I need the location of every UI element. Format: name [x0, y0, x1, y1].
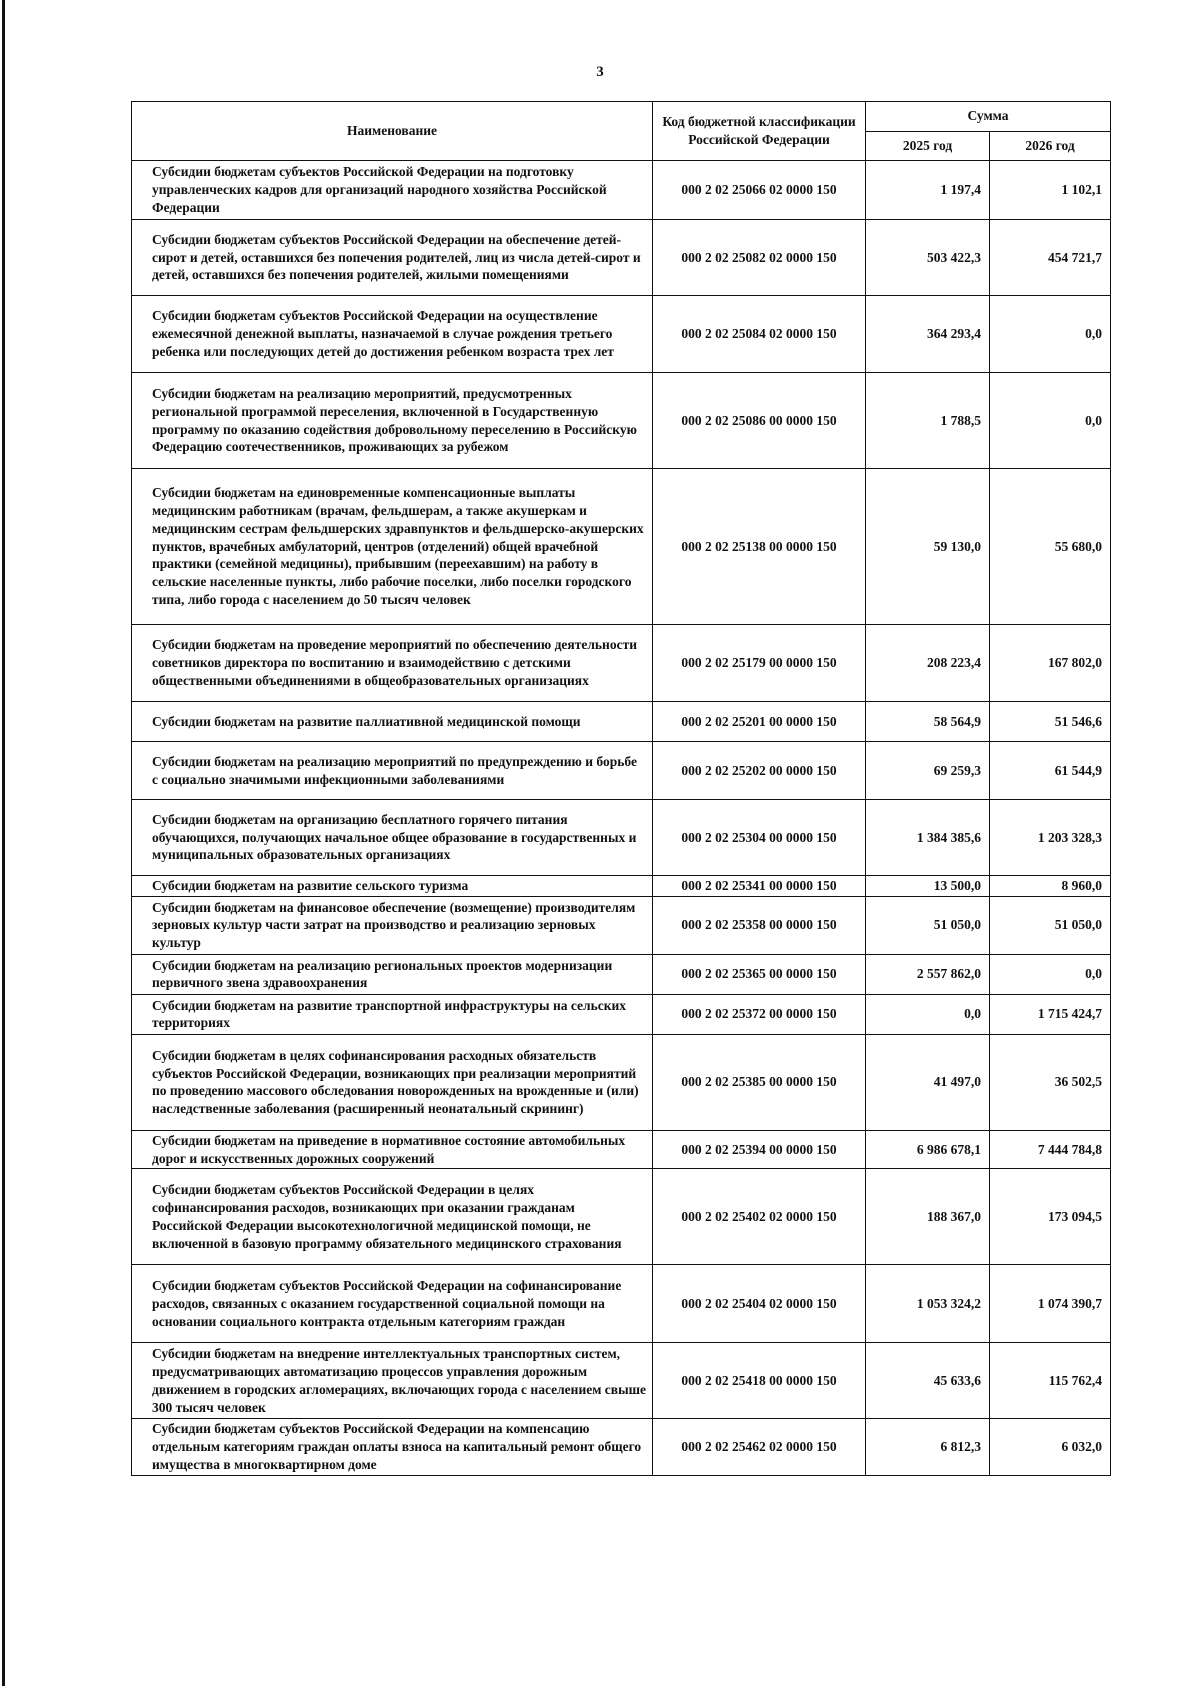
table-row: [132, 1034, 1111, 1130]
row-code: 000 2 02 25341 00 0000 150: [653, 876, 866, 897]
table-row: [132, 220, 1111, 296]
table-row: [132, 625, 1111, 702]
row-name: Субсидии бюджетам на финансовое обеспечение (возмещение) производителям зерновых культур части затрат на производство и реализацию зерновых культур: [132, 896, 653, 954]
row-name: Субсидии бюджетам субъектов Российской Федерации в целях софинансирования расходов, возникающих при оказании гражданам Российской Федерации высокотехнологичной медицинской помощи, не включенной в базовую программу обязательного медицинского страхования: [132, 1169, 653, 1265]
table-row: [132, 161, 1111, 220]
row-code: 000 2 02 25066 02 0000 150: [653, 161, 866, 220]
row-amount-2025: 1 384 385,6: [866, 800, 990, 876]
row-amount-2026: 6 032,0: [990, 1419, 1111, 1475]
row-amount-2026: 8 960,0: [990, 876, 1111, 897]
row-code: 000 2 02 25086 00 0000 150: [653, 373, 866, 469]
row-amount-2026: 0,0: [990, 373, 1111, 469]
row-name: Субсидии бюджетам в целях софинансирования расходных обязательств субъектов Российской Федерации, возникающих при реализации мероприятий по проведению массового обследования новорожденных на врожденные и (или) наследственные заболевания (расширенный неонатальный скрининг): [132, 1034, 653, 1130]
row-code: 000 2 02 25084 02 0000 150: [653, 296, 866, 373]
row-amount-2026: 1 715 424,7: [990, 994, 1111, 1034]
row-code: 000 2 02 25138 00 0000 150: [653, 469, 866, 625]
row-amount-2025: 364 293,4: [866, 296, 990, 373]
row-code: 000 2 02 25082 02 0000 150: [653, 220, 866, 296]
row-code: 000 2 02 25358 00 0000 150: [653, 896, 866, 954]
table-row: [132, 1169, 1111, 1265]
header-year-2026: 2026 год: [990, 131, 1111, 161]
row-amount-2026: 1 074 390,7: [990, 1265, 1111, 1343]
table-row: [132, 469, 1111, 625]
row-code: 000 2 02 25372 00 0000 150: [653, 994, 866, 1034]
header-code: Код бюджетной классификации Российской Федерации: [653, 102, 866, 161]
row-amount-2026: 51 050,0: [990, 896, 1111, 954]
row-code: 000 2 02 25394 00 0000 150: [653, 1130, 866, 1169]
row-amount-2026: 0,0: [990, 954, 1111, 994]
row-amount-2026: 0,0: [990, 296, 1111, 373]
row-name: Субсидии бюджетам субъектов Российской Федерации на осуществление ежемесячной денежной выплаты, назначаемой в случае рождения третьего ребенка или последующих детей до достижения ребенком возраста трех лет: [132, 296, 653, 373]
row-amount-2025: 208 223,4: [866, 625, 990, 702]
row-amount-2025: 0,0: [866, 994, 990, 1034]
row-name: Субсидии бюджетам субъектов Российской Федерации на софинансирование расходов, связанных с оказанием государственной социальной помощи на основании социального контракта отдельным категориям граждан: [132, 1265, 653, 1343]
table-row: [132, 702, 1111, 742]
row-code: 000 2 02 25402 02 0000 150: [653, 1169, 866, 1265]
row-name: Субсидии бюджетам на реализацию мероприятий, предусмотренных региональной программой переселения, включенной в Государственную программу по оказанию содействия добровольному переселению в Российскую Федерацию соотечественников, проживающих за рубежом: [132, 373, 653, 469]
row-amount-2025: 1 788,5: [866, 373, 990, 469]
header-year-2025: 2025 год: [866, 131, 990, 161]
row-amount-2025: 45 633,6: [866, 1343, 990, 1419]
row-code: 000 2 02 25385 00 0000 150: [653, 1034, 866, 1130]
row-amount-2025: 51 050,0: [866, 896, 990, 954]
row-amount-2025: 69 259,3: [866, 742, 990, 800]
row-name: Субсидии бюджетам на реализацию мероприятий по предупреждению и борьбе с социально значимыми инфекционными заболеваниями: [132, 742, 653, 800]
table-row: [132, 896, 1111, 954]
table-row: [132, 742, 1111, 800]
table-body: [132, 161, 1111, 1476]
row-amount-2025: 6 986 678,1: [866, 1130, 990, 1169]
row-amount-2026: 1 203 328,3: [990, 800, 1111, 876]
row-name: Субсидии бюджетам на проведение мероприятий по обеспечению деятельности советников директора по воспитанию и взаимодействию с детскими общественными объединениями в общеобразовательных организациях: [132, 625, 653, 702]
row-amount-2026: 61 544,9: [990, 742, 1111, 800]
table-row: [132, 876, 1111, 897]
row-amount-2026: 1 102,1: [990, 161, 1111, 220]
header-name: Наименование: [132, 102, 653, 161]
row-name: Субсидии бюджетам субъектов Российской Федерации на компенсацию отдельным категориям граждан оплаты взноса на капитальный ремонт общего имущества в многоквартирном доме: [132, 1419, 653, 1475]
row-amount-2026: 7 444 784,8: [990, 1130, 1111, 1169]
left-edge-rule: [2, 0, 5, 1686]
table-row: [132, 800, 1111, 876]
row-code: 000 2 02 25179 00 0000 150: [653, 625, 866, 702]
row-amount-2026: 167 802,0: [990, 625, 1111, 702]
row-amount-2025: 188 367,0: [866, 1169, 990, 1265]
row-code: 000 2 02 25418 00 0000 150: [653, 1343, 866, 1419]
row-code: 000 2 02 25462 02 0000 150: [653, 1419, 866, 1475]
row-amount-2025: 59 130,0: [866, 469, 990, 625]
row-code: 000 2 02 25304 00 0000 150: [653, 800, 866, 876]
row-name: Субсидии бюджетам на организацию бесплатного горячего питания обучающихся, получающих начальное общее образование в государственных и муниципальных образовательных организациях: [132, 800, 653, 876]
page-number: 3: [596, 64, 604, 80]
table-row: [132, 1419, 1111, 1475]
header-sum: Сумма: [866, 102, 1111, 132]
row-code: 000 2 02 25201 00 0000 150: [653, 702, 866, 742]
row-name: Субсидии бюджетам на единовременные компенсационные выплаты медицинским работникам (врачам, фельдшерам, а также акушеркам и медицинским сестрам фельдшерских здравпунктов и фельдшерско-акушерских пунктов, врачебных амбулаторий, центров (отделений) общей врачебной практики (семейной медицины), прибывшим (переехавшим) на работу в сельские населенные пункты, либо рабочие поселки, либо поселки городского типа, либо города с населением до 50 тысяч человек: [132, 469, 653, 625]
table-row: [132, 1130, 1111, 1169]
row-amount-2025: 13 500,0: [866, 876, 990, 897]
row-name: Субсидии бюджетам на развитие транспортной инфраструктуры на сельских территориях: [132, 994, 653, 1034]
row-code: 000 2 02 25365 00 0000 150: [653, 954, 866, 994]
row-name: Субсидии бюджетам на развитие паллиативной медицинской помощи: [132, 702, 653, 742]
table-row: [132, 296, 1111, 373]
row-code: 000 2 02 25404 02 0000 150: [653, 1265, 866, 1343]
budget-table: [131, 101, 1111, 1476]
row-name: Субсидии бюджетам на развитие сельского туризма: [132, 876, 653, 897]
table-row: [132, 1265, 1111, 1343]
row-amount-2026: 55 680,0: [990, 469, 1111, 625]
row-amount-2025: 41 497,0: [866, 1034, 990, 1130]
row-amount-2026: 115 762,4: [990, 1343, 1111, 1419]
table-row: [132, 954, 1111, 994]
row-amount-2026: 36 502,5: [990, 1034, 1111, 1130]
row-amount-2025: 58 564,9: [866, 702, 990, 742]
row-amount-2026: 51 546,6: [990, 702, 1111, 742]
row-name: Субсидии бюджетам на внедрение интеллектуальных транспортных систем, предусматривающих автоматизацию процессов управления дорожным движением в городских агломерациях, включающих города с населением свыше 300 тысяч человек: [132, 1343, 653, 1419]
row-name: Субсидии бюджетам субъектов Российской Федерации на подготовку управленческих кадров для организаций народного хозяйства Российской Федерации: [132, 161, 653, 220]
row-amount-2025: 1 053 324,2: [866, 1265, 990, 1343]
row-amount-2025: 2 557 862,0: [866, 954, 990, 994]
row-amount-2025: 6 812,3: [866, 1419, 990, 1475]
row-amount-2025: 1 197,4: [866, 161, 990, 220]
row-amount-2026: 173 094,5: [990, 1169, 1111, 1265]
row-name: Субсидии бюджетам на приведение в нормативное состояние автомобильных дорог и искусственных дорожных сооружений: [132, 1130, 653, 1169]
row-code: 000 2 02 25202 00 0000 150: [653, 742, 866, 800]
row-name: Субсидии бюджетам субъектов Российской Федерации на обеспечение детей-сирот и детей, оставшихся без попечения родителей, лиц из числа детей-сирот и детей, оставшихся без попечения родителей, жилыми помещениями: [132, 220, 653, 296]
table-row: [132, 994, 1111, 1034]
table-row: [132, 373, 1111, 469]
row-name: Субсидии бюджетам на реализацию региональных проектов модернизации первичного звена здравоохранения: [132, 954, 653, 994]
table-row: [132, 1343, 1111, 1419]
row-amount-2026: 454 721,7: [990, 220, 1111, 296]
row-amount-2025: 503 422,3: [866, 220, 990, 296]
